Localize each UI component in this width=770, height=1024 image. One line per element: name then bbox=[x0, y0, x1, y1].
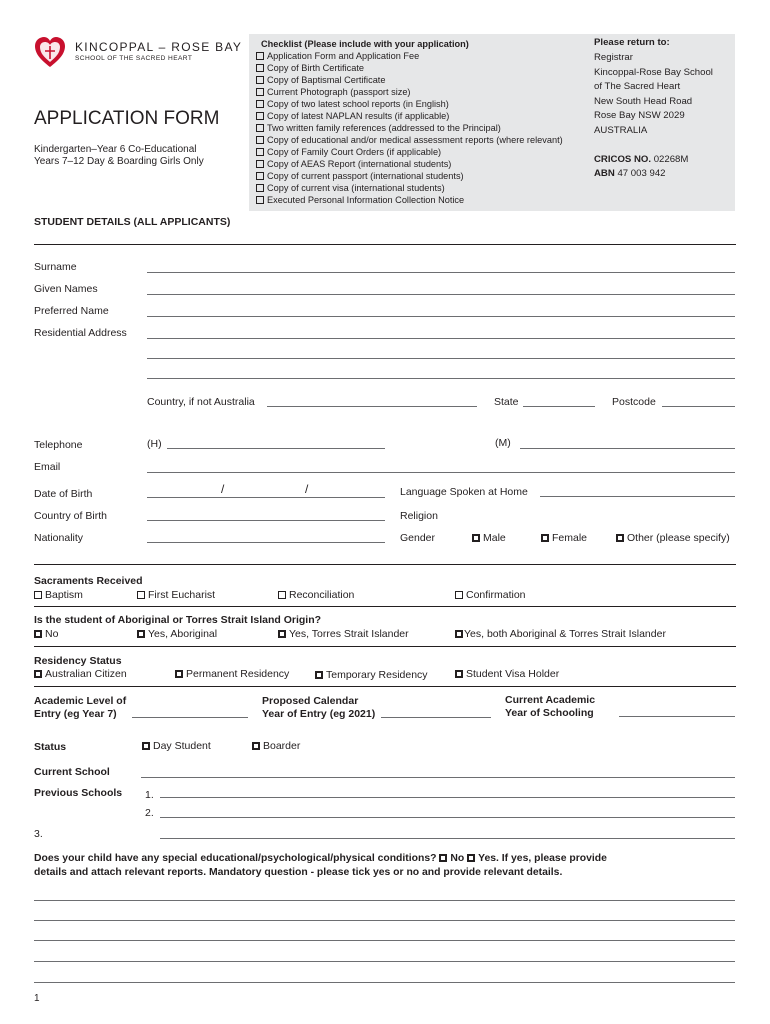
checklist-item[interactable]: Copy of two latest school reports (in English) bbox=[256, 98, 449, 110]
current-year-field[interactable] bbox=[619, 716, 735, 717]
checkbox[interactable] bbox=[278, 591, 286, 599]
checkbox[interactable] bbox=[256, 64, 264, 72]
telephone-label: Telephone bbox=[34, 439, 83, 451]
sacrament-option[interactable]: Baptism bbox=[34, 589, 83, 601]
checkbox[interactable] bbox=[256, 160, 264, 168]
checkbox[interactable] bbox=[256, 136, 264, 144]
special-details-line[interactable] bbox=[34, 900, 735, 901]
checklist-item[interactable]: Copy of current passport (international students) bbox=[256, 170, 464, 182]
checklist-item[interactable]: Copy of Baptismal Certificate bbox=[256, 74, 385, 86]
preferred-name-label: Preferred Name bbox=[34, 305, 109, 317]
gender-option-male[interactable]: Male bbox=[472, 532, 506, 544]
gender-label: Gender bbox=[400, 532, 436, 544]
checkbox[interactable] bbox=[256, 88, 264, 96]
checklist-item[interactable]: Executed Personal Information Collection Notice bbox=[256, 194, 464, 206]
residency-option[interactable]: Temporary Residency bbox=[315, 669, 428, 681]
checkbox[interactable] bbox=[175, 670, 183, 678]
preferred-name-field[interactable] bbox=[147, 316, 735, 317]
previous-school-field-2[interactable] bbox=[160, 817, 735, 818]
calendar-year-field[interactable] bbox=[381, 717, 491, 718]
dob-separator: / bbox=[221, 482, 225, 496]
special-details-line[interactable] bbox=[34, 940, 735, 941]
address-field-3[interactable] bbox=[147, 378, 735, 379]
checkbox[interactable] bbox=[137, 591, 145, 599]
email-field[interactable] bbox=[147, 472, 735, 473]
school-name: KINCOPPAL – ROSE BAY bbox=[75, 40, 243, 54]
country-of-birth-field[interactable] bbox=[147, 520, 385, 521]
gender-option-female[interactable]: Female bbox=[541, 532, 587, 544]
residency-option[interactable]: Permanent Residency bbox=[175, 668, 289, 680]
postcode-field[interactable] bbox=[662, 406, 735, 407]
mobile-phone-field[interactable] bbox=[520, 448, 735, 449]
status-option-day[interactable]: Day Student bbox=[142, 740, 211, 752]
status-option-boarder[interactable]: Boarder bbox=[252, 740, 300, 752]
section-divider bbox=[34, 244, 736, 245]
checklist-title: Checklist (Please include with your application) bbox=[261, 39, 469, 49]
special-details-line[interactable] bbox=[34, 961, 735, 962]
nationality-label: Nationality bbox=[34, 532, 84, 544]
checkbox[interactable] bbox=[455, 630, 463, 638]
status-label: Status bbox=[34, 741, 67, 753]
section-divider bbox=[34, 686, 736, 687]
dob-label: Date of Birth bbox=[34, 488, 93, 500]
checklist-item[interactable]: Current Photograph (passport size) bbox=[256, 86, 411, 98]
academic-level-label: Academic Level of Entry (eg Year 7) bbox=[34, 695, 127, 720]
checkbox[interactable] bbox=[142, 742, 150, 750]
checkbox[interactable] bbox=[256, 148, 264, 156]
special-details-line[interactable] bbox=[34, 982, 735, 983]
sacrament-option[interactable]: Reconciliation bbox=[278, 589, 354, 601]
checkbox[interactable] bbox=[256, 100, 264, 108]
section-divider bbox=[34, 564, 736, 565]
abn-number: ABN 47 003 942 bbox=[594, 168, 666, 179]
checkbox[interactable] bbox=[256, 196, 264, 204]
previous-school-field-1[interactable] bbox=[160, 797, 735, 798]
country-field[interactable] bbox=[267, 406, 477, 407]
checkbox[interactable] bbox=[34, 630, 42, 638]
cricos-number: CRICOS NO. 02268M bbox=[594, 154, 689, 165]
checkbox[interactable] bbox=[455, 591, 463, 599]
current-school-field[interactable] bbox=[141, 777, 735, 778]
checkbox[interactable] bbox=[256, 52, 264, 60]
checkbox[interactable] bbox=[256, 76, 264, 84]
sacraments-heading: Sacraments Received bbox=[34, 575, 143, 587]
page-number: 1 bbox=[34, 993, 40, 1004]
special-conditions-question: Does your child have any special educational/psychological/physical conditions? No Yes. If yes, please provide details and attach relevant reports. Mandatory question - please tick yes or no and provide relevant details. bbox=[34, 853, 607, 878]
checklist-item[interactable]: Two written family references (addressed to the Principal) bbox=[256, 122, 501, 134]
checkbox[interactable] bbox=[472, 534, 480, 542]
postcode-label: Postcode bbox=[612, 396, 656, 408]
residential-address-label: Residential Address bbox=[34, 327, 127, 339]
home-phone-field[interactable] bbox=[167, 448, 385, 449]
email-label: Email bbox=[34, 461, 61, 473]
dob-separator: / bbox=[305, 482, 309, 496]
origin-option[interactable]: Yes, Torres Strait Islander bbox=[278, 628, 409, 640]
checkbox[interactable] bbox=[315, 671, 323, 679]
previous-school-number: 3. bbox=[34, 828, 43, 840]
checklist-item[interactable]: Copy of Birth Certificate bbox=[256, 62, 364, 74]
dob-field[interactable] bbox=[147, 497, 385, 498]
checkbox[interactable] bbox=[34, 591, 42, 599]
school-logo bbox=[33, 34, 67, 70]
return-line: of The Sacred Heart bbox=[594, 81, 681, 92]
section-divider bbox=[34, 646, 736, 647]
calendar-year-label: Proposed Calendar Year of Entry (eg 2021) bbox=[262, 695, 376, 720]
checklist-item[interactable]: Copy of latest NAPLAN results (if applicable) bbox=[256, 110, 449, 122]
given-names-label: Given Names bbox=[34, 283, 98, 295]
gender-option-other[interactable]: Other (please specify) bbox=[616, 532, 730, 544]
school-subtitle: SCHOOL OF THE SACRED HEART bbox=[75, 55, 193, 62]
surname-field[interactable] bbox=[147, 272, 735, 273]
previous-school-number: 1. bbox=[145, 789, 154, 801]
country-label: Country, if not Australia bbox=[147, 396, 255, 408]
checkbox[interactable] bbox=[439, 854, 447, 862]
residency-heading: Residency Status bbox=[34, 655, 122, 667]
nationality-field[interactable] bbox=[147, 542, 385, 543]
checklist-item[interactable]: Copy of educational and/or medical assessment reports (where relevant) bbox=[256, 134, 563, 146]
return-line: Rose Bay NSW 2029 bbox=[594, 110, 685, 121]
return-line: Kincoppal-Rose Bay School bbox=[594, 66, 713, 78]
return-line: Registrar bbox=[594, 52, 633, 63]
given-names-field[interactable] bbox=[147, 294, 735, 295]
address-field-1[interactable] bbox=[147, 338, 735, 339]
surname-label: Surname bbox=[34, 261, 77, 273]
checkbox[interactable] bbox=[34, 670, 42, 678]
checkbox[interactable] bbox=[455, 670, 463, 678]
form-subtitle-2: Years 7–12 Day & Boarding Girls Only bbox=[34, 156, 204, 167]
return-line: New South Head Road bbox=[594, 95, 693, 107]
checkbox[interactable] bbox=[256, 112, 264, 120]
home-phone-label: (H) bbox=[147, 438, 162, 450]
religion-label: Religion bbox=[400, 510, 438, 522]
checklist-item[interactable]: Copy of Family Court Orders (if applicable) bbox=[256, 146, 441, 158]
origin-heading: Is the student of Aboriginal or Torres Strait Island Origin? bbox=[34, 614, 322, 626]
checkbox[interactable] bbox=[467, 854, 475, 862]
checkbox[interactable] bbox=[256, 124, 264, 132]
current-year-label: Current Academic Year of Schooling bbox=[505, 694, 596, 719]
checkbox[interactable] bbox=[616, 534, 624, 542]
student-details-heading: STUDENT DETAILS (ALL APPLICANTS) bbox=[34, 216, 231, 228]
sacrament-option[interactable]: First Eucharist bbox=[137, 589, 215, 601]
previous-school-number: 2. bbox=[145, 807, 154, 819]
origin-option[interactable]: No bbox=[34, 628, 58, 640]
academic-level-field[interactable] bbox=[132, 717, 248, 718]
form-subtitle-1: Kindergarten–Year 6 Co-Educational bbox=[34, 144, 197, 155]
checkbox[interactable] bbox=[252, 742, 260, 750]
return-title: Please return to: bbox=[594, 37, 670, 48]
checkbox[interactable] bbox=[278, 630, 286, 638]
checklist-item[interactable]: Copy of current visa (international students) bbox=[256, 182, 445, 194]
sacrament-option[interactable]: Confirmation bbox=[455, 589, 526, 601]
state-label: State bbox=[494, 396, 519, 408]
checkbox[interactable] bbox=[256, 172, 264, 180]
current-school-label: Current School bbox=[34, 766, 110, 778]
residency-option[interactable]: Student Visa Holder bbox=[455, 668, 559, 680]
checkbox[interactable] bbox=[137, 630, 145, 638]
state-field[interactable] bbox=[523, 406, 595, 407]
form-title: APPLICATION FORM bbox=[34, 108, 220, 129]
country-of-birth-label: Country of Birth bbox=[34, 510, 107, 522]
origin-option[interactable]: Yes, both Aboriginal & Torres Strait Islander bbox=[455, 628, 666, 640]
previous-school-field-3[interactable] bbox=[160, 838, 735, 839]
address-field-2[interactable] bbox=[147, 358, 735, 359]
checkbox[interactable] bbox=[541, 534, 549, 542]
origin-option[interactable]: Yes, Aboriginal bbox=[137, 628, 217, 640]
religion-field[interactable] bbox=[446, 520, 735, 521]
language-field[interactable] bbox=[540, 496, 735, 497]
previous-schools-label: Previous Schools bbox=[34, 787, 123, 799]
return-line: AUSTRALIA bbox=[594, 124, 648, 136]
section-divider bbox=[34, 606, 736, 607]
residency-option[interactable]: Australian Citizen bbox=[34, 668, 127, 680]
mobile-phone-label: (M) bbox=[495, 437, 511, 449]
special-details-line[interactable] bbox=[34, 920, 735, 921]
checkbox[interactable] bbox=[256, 184, 264, 192]
checklist-item[interactable]: Copy of AEAS Report (international students) bbox=[256, 158, 451, 170]
checklist-item[interactable]: Application Form and Application Fee bbox=[256, 50, 419, 62]
language-label: Language Spoken at Home bbox=[400, 486, 528, 498]
